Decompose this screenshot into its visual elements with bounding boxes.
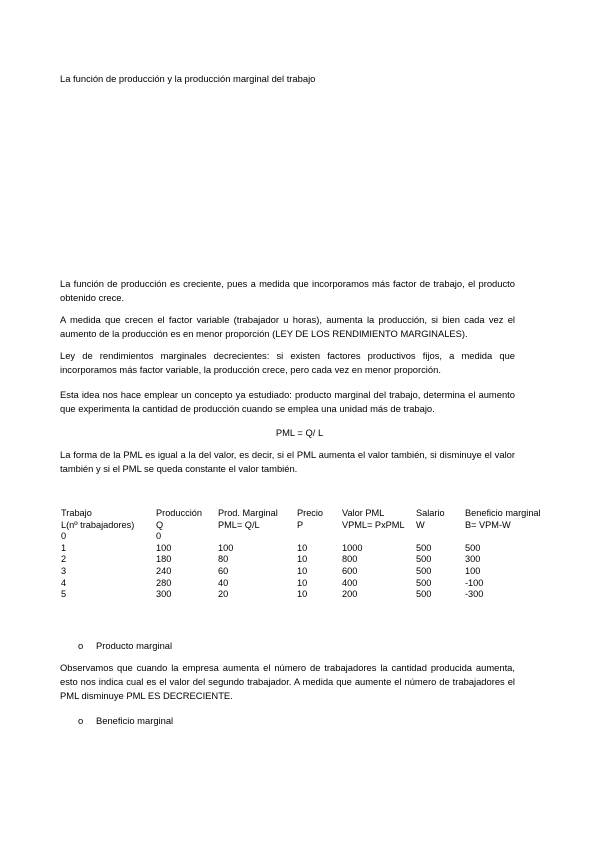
table-cell: 200 <box>342 589 358 600</box>
paragraph-observation: Observamos que cuando la empresa aumenta el número de trabajadores la cantidad producida aumenta, esto nos indica cual es el valor del segundo trabajador. A medida que aumente el número de trabajadores el PML disminuye PML ES DECRECIENTE. <box>60 662 515 701</box>
paragraph-variable-factor: A medida que crecen el factor variable (trabajador u horas), aumenta la producción, si bien cada vez el aumento de la producción es en menor proporción (LEY DE LOS RENDIMIENTO MARGINALES). <box>60 314 515 339</box>
table-cell <box>416 531 465 543</box>
bullet-producto-marginal: Producto marginal <box>96 640 173 651</box>
table-row <box>61 578 553 590</box>
table-cell: 40 <box>218 577 229 588</box>
table-cell: 4 <box>61 577 67 588</box>
table-header-row <box>61 508 553 531</box>
paragraph-diminishing-returns: Ley de rendimientos marginales decrecientes: si existen factores productivos fijos, a medida que incorporamos más factor variable, la producción crece, pero cada vez en menor proporción. <box>60 350 515 375</box>
table-cell: 60 <box>218 565 229 576</box>
table-cell: 100 <box>218 542 234 553</box>
table-row <box>61 531 553 543</box>
table-cell: 1 <box>61 542 67 553</box>
bullet-beneficio-marginal: Beneficio marginal <box>96 715 174 726</box>
paragraph-production-function: La función de producción es creciente, pues a medida que incorporamos más factor de trabajo, el producto obtenido crece. <box>60 278 515 303</box>
header-valor-pml: Valor PML VPML= PxPML <box>342 508 405 530</box>
paragraph-pml-shape: La forma de la PML es igual a la del valor, es decir, si el PML aumenta el valor también, si disminuye el valor también y si el PML se queda constante el valor también. <box>60 449 515 474</box>
table-cell: 800 <box>342 554 358 565</box>
table-cell: 500 <box>416 565 432 576</box>
table-cell <box>218 531 297 543</box>
table-cell <box>297 531 342 543</box>
header-salario: Salario W <box>416 508 445 530</box>
table-cell: 10 <box>297 577 308 588</box>
table-cell: 500 <box>416 589 432 600</box>
table-cell: 0 <box>61 531 67 542</box>
table-cell: 500 <box>416 542 432 553</box>
table-cell: -300 <box>465 589 484 600</box>
table-cell: 500 <box>465 542 481 553</box>
header-beneficio-marginal: Beneficio marginal B= VPM-W <box>465 508 541 530</box>
header-precio: Precio P <box>297 508 324 530</box>
table-row <box>61 554 553 566</box>
header-prod-marginal: Prod. Marginal PML= Q/L <box>218 508 278 530</box>
bullet-marker: o <box>78 715 84 726</box>
table-cell: 10 <box>297 542 308 553</box>
table-row <box>61 589 553 601</box>
table-cell: 280 <box>156 577 172 588</box>
formula-pml: PML = Q/ L <box>275 427 324 438</box>
table-cell: -100 <box>465 577 484 588</box>
table-cell: 10 <box>297 589 308 600</box>
table-cell: 20 <box>218 589 229 600</box>
table-cell: 1000 <box>342 542 363 553</box>
table-cell: 500 <box>416 577 432 588</box>
table-cell: 100 <box>465 565 481 576</box>
header-produccion: Producción Q <box>156 508 202 530</box>
table-row <box>61 543 553 555</box>
paragraph-marginal-product: Esta idea nos hace emplear un concepto ya estudiado: producto marginal del trabajo, determina el aumento que experimenta la cantidad de producción cuando se emplea una unidad más de trabajo. <box>60 389 515 414</box>
table-cell: 100 <box>156 542 172 553</box>
table-cell: 300 <box>156 589 172 600</box>
table-cell: 180 <box>156 554 172 565</box>
header-trabajo: Trabajo L(nº trabajadores) <box>61 508 135 530</box>
table-cell: 600 <box>342 565 358 576</box>
marginal-product-table <box>61 508 553 601</box>
table-cell: 80 <box>218 554 229 565</box>
bullet-marker: o <box>78 640 84 651</box>
table-cell <box>465 531 553 543</box>
table-cell: 400 <box>342 577 358 588</box>
table-cell: 240 <box>156 565 172 576</box>
table-cell: 300 <box>465 554 481 565</box>
table-cell: 3 <box>61 565 67 576</box>
table-cell: 5 <box>61 589 67 600</box>
table-cell: 10 <box>297 554 308 565</box>
table-cell <box>342 531 416 543</box>
table-cell: 500 <box>416 554 432 565</box>
table-cell: 0 <box>156 531 162 542</box>
table-cell: 10 <box>297 565 308 576</box>
page-title: La función de producción y la producción marginal del trabajo <box>60 73 316 84</box>
table-row <box>61 566 553 578</box>
table-cell: 2 <box>61 554 67 565</box>
